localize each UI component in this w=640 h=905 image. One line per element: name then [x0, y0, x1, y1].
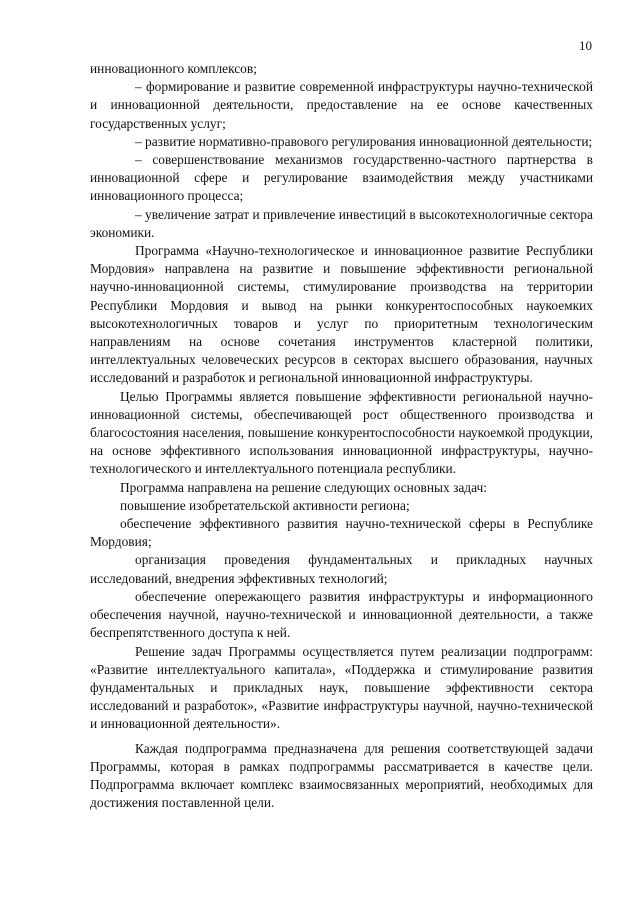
task-item-2: обеспечение эффективного развития научно-технической сферы в Республике Мордовия;: [90, 516, 593, 550]
list-item-partnership: – совершенствование механизмов государственно-частного партнерства в инновационной сфере и регулирование взаимодействия между участниками инновационного процесса;: [90, 152, 593, 204]
task-item-3: организация проведения фундаментальных и прикладных научных исследований, внедрения эффективных технологий;: [90, 552, 593, 586]
document-body: [90, 60, 593, 812]
paragraph-subprogram-goal: Каждая подпрограмма предназначена для решения соответствующей задачи Программы, которая в рамках подпрограммы рассматривается в качестве цели. Подпрограмма включает комплекс взаимосвязанных мероприятий, необходимых для достижения поставленной цели.: [90, 740, 593, 811]
paragraph-program-goal: Целью Программы является повышение эффективности региональной научно-инновационной системы, обеспечивающей рост общественного производства и благосостояния населения, повышение конкурентоспособности наукоемкой продукции, на основе эффективного использования инновационной инфраструктуры, научно-технологического и интеллектуального потенциала республики.: [90, 388, 593, 477]
task-item-1: повышение изобретательской активности региона;: [120, 497, 410, 513]
list-item-regulation: – развитие нормативно-правового регулирования инновационной деятельности;: [135, 133, 593, 149]
list-item-infrastructure: – формирование и развитие современной инфраструктуры научно-технической и инновационной деятельности, предоставление на ее основе качественных государственных услуг;: [90, 79, 593, 131]
list-item-investment: – увеличение затрат и привлечение инвестиций в высокотехнологичные сектора экономики.: [90, 206, 593, 240]
paragraph-subprograms: Решение задач Программы осуществляется путем реализации подпрограмм: «Развитие интеллектуального капитала», «Поддержка и стимулирование развития фундаментальных и прикладных наук, повышение эффективности сектора исследований и разработок», «Развитие инфраструктуры научной, научно-технической и инновационной деятельности».: [90, 643, 593, 732]
paragraph-program-description: Программа «Научно-технологическое и инновационное развитие Республики Мордовия» направлена на развитие и повышение эффективности региональной научно-инновационной системы, стимулирование производства на территории Республики Мордовия и вывод на рынки конкурентоспособных наукоемких высокотехнологичных товаров и услуг по приоритетным технологическим направлениям на основе сочетания инструментов кластерной политики, интеллектуальных человеческих ресурсов в секторах высшего образования, научных исследований и разработок и региональной инновационной инфраструктуры.: [90, 243, 593, 386]
task-item-4: обеспечение опережающего развития инфраструктуры и информационного обеспечения научной, научно-технической и инновационной деятельности, а также беспрепятственного доступа к ней.: [90, 588, 593, 641]
page-number: 10: [579, 38, 592, 53]
paragraph-tasks-intro: Программа направлена на решение следующих основных задач:: [120, 479, 487, 495]
paragraph-1: инновационного комплексов;: [90, 61, 257, 76]
